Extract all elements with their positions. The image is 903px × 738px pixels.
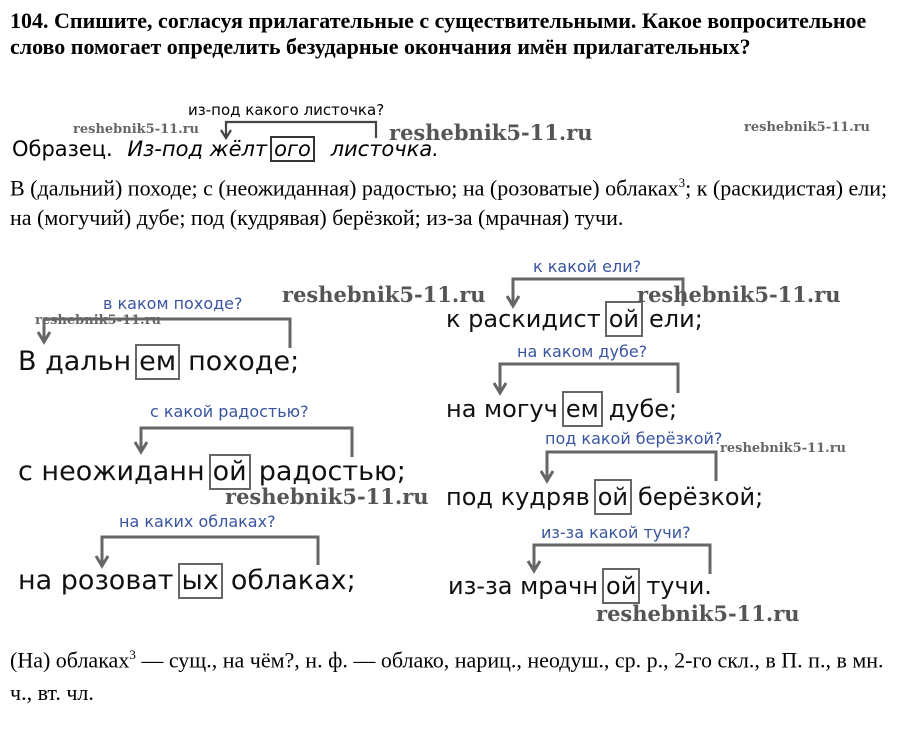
answer-7-stem: из-за мрачн bbox=[448, 572, 599, 600]
answer-7-noun: тучи. bbox=[646, 572, 712, 600]
task-number: 104. bbox=[10, 8, 49, 33]
answer-3-ending-box: ых bbox=[178, 563, 223, 599]
answer-7-ending-box: ой bbox=[602, 568, 640, 604]
answer-3-stem: на розоват bbox=[18, 565, 174, 596]
answer-2-noun: радостью; bbox=[258, 456, 406, 487]
answer-3 bbox=[18, 563, 356, 599]
watermark: reshebnik5-11.ru bbox=[35, 313, 162, 328]
sample-line bbox=[12, 135, 439, 163]
answer-5-noun: дубе; bbox=[608, 395, 678, 423]
answer-1-ending-box: ем bbox=[135, 344, 180, 380]
question-2: с какой радостью? bbox=[150, 402, 309, 421]
watermark: reshebnik5-11.ru bbox=[389, 120, 593, 145]
bracket-6 bbox=[547, 452, 716, 481]
answer-1-stem: В дальн bbox=[18, 346, 132, 377]
answer-2-stem: с неожиданн bbox=[18, 456, 205, 487]
sample-phrase-start: Из-под жёлт bbox=[127, 137, 268, 161]
question-6: под какой берёзкой? bbox=[545, 429, 723, 448]
answer-3-noun: облаках; bbox=[230, 565, 356, 596]
bracket-3 bbox=[102, 537, 318, 565]
answer-4-stem: к раскидист bbox=[446, 305, 601, 333]
watermark: reshebnik5-11.ru bbox=[73, 122, 200, 137]
task-text: Спишите, согласуя прилагательные с существительными. Какое вопросительное слово помогает определить безударные окончания имён прилагательных? bbox=[10, 8, 867, 59]
footnote-word: (На) облаках bbox=[10, 647, 130, 673]
answer-5-ending-box: ем bbox=[562, 391, 603, 427]
watermark: reshebnik5-11.ru bbox=[744, 120, 871, 135]
answer-7 bbox=[448, 568, 712, 604]
question-7: из-за какой тучи? bbox=[541, 523, 691, 542]
answer-6-stem: под кудряв bbox=[446, 483, 590, 511]
answer-5 bbox=[446, 391, 677, 427]
question-5: на каком дубе? bbox=[517, 342, 648, 361]
sample-ending-box: ого bbox=[270, 136, 315, 162]
watermark: reshebnik5-11.ru bbox=[720, 441, 847, 456]
answer-1 bbox=[18, 344, 299, 380]
exercise-text-before: В (дальний) походе; с (неожиданная) радостью; на (розоватые) облаках bbox=[10, 175, 679, 201]
question-1: в каком походе? bbox=[103, 294, 243, 313]
watermark: reshebnik5-11.ru bbox=[282, 282, 486, 307]
exercise-text-after: ; к (раскидистая) ели; на (могучий) дубе; под (кудрявая) берёзкой; из-за (мрачная) тучи. bbox=[10, 175, 888, 231]
answer-6 bbox=[446, 479, 763, 515]
answer-4-noun: ели; bbox=[649, 305, 703, 333]
answer-1-noun: походе; bbox=[188, 346, 300, 377]
watermark: reshebnik5-11.ru bbox=[637, 282, 841, 307]
bracket-2 bbox=[141, 428, 352, 457]
bracket-5 bbox=[500, 364, 678, 393]
footnote-text bbox=[10, 638, 895, 709]
answer-4-ending-box: ой bbox=[605, 301, 643, 337]
sample-phrase-end: листочка. bbox=[330, 137, 439, 161]
footnote-analysis: — сущ., на чём?, н. ф. — облако, нариц., неодуш., ср. р., 2-го скл., в П. п., в мн. ч., вт. чл. bbox=[10, 647, 884, 706]
sample-question: из-под какого листочка? bbox=[188, 101, 385, 119]
watermark: reshebnik5-11.ru bbox=[596, 601, 800, 626]
exercise-text bbox=[10, 168, 895, 233]
footnote-mark: 3 bbox=[129, 647, 136, 662]
answer-2-ending-box: ой bbox=[209, 454, 251, 490]
answer-6-noun: берёзкой; bbox=[638, 483, 764, 511]
exercise-footnote-mark: 3 bbox=[678, 175, 686, 190]
answer-5-stem: на могуч bbox=[446, 395, 558, 423]
watermark: reshebnik5-11.ru bbox=[225, 484, 429, 509]
question-4: к какой ели? bbox=[533, 257, 642, 276]
sample-label: Образец. bbox=[12, 137, 113, 161]
question-3: на каких облаках? bbox=[119, 512, 276, 531]
answer-6-ending-box: ой bbox=[594, 479, 632, 515]
